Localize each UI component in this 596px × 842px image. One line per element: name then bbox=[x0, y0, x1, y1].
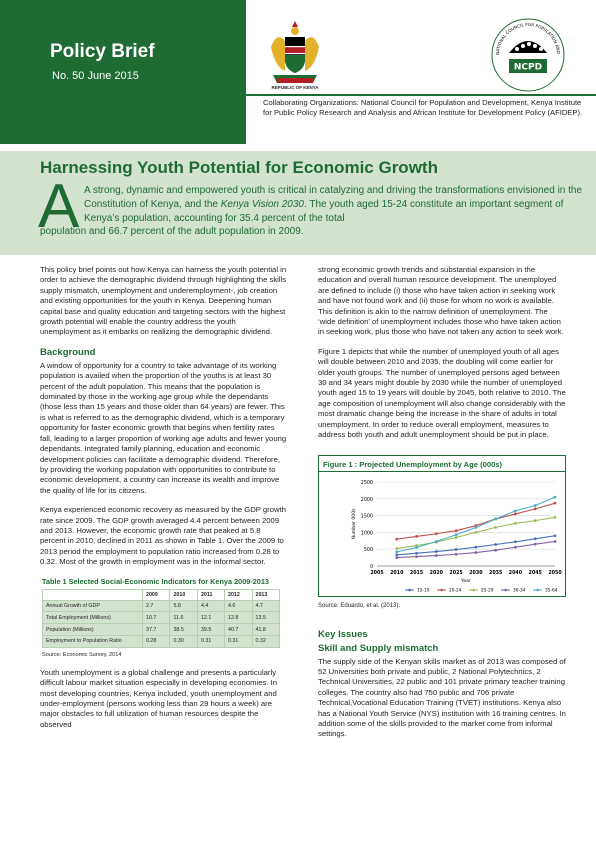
chart-legend-marker bbox=[440, 588, 443, 591]
chart-x-tick-label: 2010 bbox=[390, 570, 404, 576]
chart-data-point bbox=[494, 525, 497, 528]
table-title: Table 1 Selected Social-Economic Indicators for Kenya 2009-2013 bbox=[42, 576, 269, 586]
ncpd-logo-text: NCPD bbox=[513, 62, 543, 73]
figure-title: Figure 1 : Projected Unemployment by Age (000s) bbox=[323, 459, 503, 469]
table-cell: 2.7 bbox=[143, 600, 170, 612]
table-row bbox=[43, 600, 280, 612]
chart-y-axis-label: Number 000s bbox=[352, 507, 357, 540]
chart-data-point bbox=[534, 542, 537, 545]
chart-data-point bbox=[514, 512, 517, 515]
table-cell: 11.6 bbox=[170, 612, 197, 624]
table-row-label: Population (Millions) bbox=[43, 624, 143, 636]
table-header-row bbox=[43, 589, 280, 600]
skills-supply-paragraph: The supply side of the Kenyan skills market as of 2013 was composed of 52 Universities both private and public, 2 National Polytechnics, 2 Technical Universities, 22 public and 101 private primary teacher training colleges. The country also had 750 public and 706 private Technical,Vocational Education Training (TVET) institutions. Kenya also has a National Youth Service (NYS) institution with 16 training centres. In addition some of the skills provided to the market come from informal settings. bbox=[318, 656, 566, 739]
issue-number: No. 50 June 2015 bbox=[52, 70, 139, 82]
figure-1-box bbox=[318, 455, 566, 597]
chart-data-point bbox=[474, 531, 477, 534]
chart-x-tick-label: 2020 bbox=[429, 570, 444, 576]
chart-data-point bbox=[435, 550, 438, 553]
lead-text-2: . The youth aged 15-24 constitute an important segment of Kenya’s population, accounting for 35.4 percent of the total bbox=[84, 198, 564, 224]
chart-x-tick-label: 2005 bbox=[370, 570, 384, 576]
chart-legend-marker bbox=[472, 588, 475, 591]
chart-x-tick-label: 2035 bbox=[488, 570, 503, 576]
table-year-header: 2013 bbox=[252, 589, 280, 600]
right-column bbox=[318, 265, 566, 749]
chart-data-point bbox=[415, 551, 418, 554]
lead-paragraph-end: population and 66.7 percent of the adult population in 2009. bbox=[40, 226, 304, 237]
chart-data-point bbox=[514, 540, 517, 543]
table-row bbox=[43, 612, 280, 624]
chart-data-point bbox=[554, 515, 557, 518]
chart-series-line bbox=[397, 541, 555, 557]
series-title: Policy Brief bbox=[50, 41, 155, 62]
table-cell: 38.5 bbox=[170, 624, 197, 636]
chart-x-axis-label: Year bbox=[461, 578, 471, 584]
table-cell: 5.8 bbox=[170, 600, 197, 612]
chart-y-tick-label: 500 bbox=[363, 547, 373, 553]
figure-source: Source: Eduardo, et al. (2013). bbox=[318, 602, 401, 609]
intro-paragraph: This policy brief points out how Kenya can harness the youth potential in order to achieve the demographic dividend through highlighting the skills supply mismatch, unemployment and underemployment-, job creation and existing opportunities for the youth in Kenya. Deepening human capital base and quality education and targeting sectors with the highest growth potential will enable the country address the youth unemployment as it embarks on realizing the demographic dividend. bbox=[40, 265, 287, 337]
chart-legend-label: 35-64 bbox=[545, 588, 558, 594]
figure-discussion-paragraph: Figure 1 depicts that while the number of unemployed youth of all ages will double between 2010 and 2035, the doubling will come earlier for older youth groups. The number of unemployed persons aged between 30 and 34 years might double by 2030 while the number of unemployed youth aged 15 to 19 years will double by 2045, both relative to 2010. The age composition of unemployment will also change considerably with the most dramatic change being the increase in the share of adults in total unemployment. In order to reduce overall employment, measures to address both youth and adult unemployment should be put in place. bbox=[318, 346, 566, 440]
chart-x-tick-label: 2050 bbox=[548, 570, 562, 576]
chart-legend-label: 15-19 bbox=[417, 588, 430, 594]
chart-data-point bbox=[554, 495, 557, 498]
chart-data-point bbox=[554, 534, 557, 537]
background-heading: Background bbox=[40, 346, 96, 358]
table-cell: 39.5 bbox=[197, 624, 224, 636]
chart-x-tick-label: 2030 bbox=[469, 570, 483, 576]
table-cell: 12.1 bbox=[197, 612, 224, 624]
chart-data-point bbox=[395, 553, 398, 556]
table-cell: 0.31 bbox=[225, 635, 252, 647]
lead-text-1: A strong, dynamic and empowered youth is critical in catalyzing and driving the transformations envisioned in the Constitution of Kenya, and the bbox=[84, 185, 583, 210]
chart-legend-marker bbox=[504, 588, 507, 591]
chart-data-point bbox=[514, 545, 517, 548]
table-year-header: 2011 bbox=[197, 589, 224, 600]
chart-x-tick-label: 2040 bbox=[508, 570, 523, 576]
drop-cap: A bbox=[38, 172, 80, 241]
chart-y-tick-label: 1500 bbox=[360, 514, 373, 520]
skills-mismatch-heading: Skill and Supply mismatch bbox=[318, 642, 439, 654]
table-row-label: Employment to Population Ratio bbox=[43, 635, 143, 647]
chart-data-point bbox=[435, 540, 438, 543]
policy-brief-box bbox=[0, 0, 246, 144]
chart-data-point bbox=[474, 551, 477, 554]
table-row-label: Annual Growth of GDP bbox=[43, 600, 143, 612]
chart-data-point bbox=[534, 507, 537, 510]
table-row bbox=[43, 624, 280, 636]
table-cell: 41.8 bbox=[252, 624, 280, 636]
chart-data-point bbox=[455, 529, 458, 532]
chart-data-point bbox=[534, 504, 537, 507]
chart-data-point bbox=[395, 547, 398, 550]
table-year-header: 2012 bbox=[225, 589, 252, 600]
table-cell: 4.7 bbox=[252, 600, 280, 612]
chart-data-point bbox=[554, 540, 557, 543]
chart-data-point bbox=[435, 554, 438, 557]
chart-y-tick-label: 1000 bbox=[360, 530, 373, 536]
unemployment-definition-paragraph: strong economic growth trends and substantial expansion in the education and overall human resource development. The unemployed are defined to include (i) those who have taken action in seeking work and have not found work and (ii) those for whom no work is available. This definition is akin to the narrow definition of unemployment. The ‘wide definition’ of unemployment includes those who have taken action in seeking work, plus those who have not taken any action to seek work. bbox=[318, 265, 564, 337]
chart-y-tick-label: 2000 bbox=[360, 497, 373, 503]
chart-data-point bbox=[395, 550, 398, 553]
ncpd-logo bbox=[489, 13, 567, 93]
chart-data-point bbox=[455, 536, 458, 539]
table-source: Source: Economic Survey, 2014 bbox=[42, 651, 122, 658]
chart-data-point bbox=[534, 537, 537, 540]
table-cell: 0.28 bbox=[143, 635, 170, 647]
table-cell: 4.6 bbox=[225, 600, 252, 612]
table-year-header: 2009 bbox=[143, 589, 170, 600]
key-issues-heading: Key Issues bbox=[318, 628, 368, 640]
left-column bbox=[40, 265, 288, 739]
table-year-header: 2010 bbox=[170, 589, 197, 600]
chart-legend-label: 25-29 bbox=[481, 588, 494, 594]
table-cell: 12.8 bbox=[225, 612, 252, 624]
table-row-label: Total Employment (Millions) bbox=[43, 612, 143, 624]
kenya-coat-of-arms-logo bbox=[263, 17, 327, 91]
chart-data-point bbox=[494, 543, 497, 546]
chart-data-point bbox=[435, 532, 438, 535]
table-header-blank bbox=[43, 589, 143, 600]
table-cell: 4.4 bbox=[197, 600, 224, 612]
chart-legend-marker bbox=[408, 588, 411, 591]
unemployment-line-chart bbox=[319, 472, 565, 596]
chart-x-tick-label: 2025 bbox=[449, 570, 463, 576]
chart-x-tick-label: 2015 bbox=[409, 570, 424, 576]
chart-data-point bbox=[455, 533, 458, 536]
chart-data-point bbox=[554, 501, 557, 504]
table-row bbox=[43, 635, 280, 647]
lead-paragraph bbox=[84, 184, 584, 225]
table-cell: 0.31 bbox=[197, 635, 224, 647]
background-paragraph-2: Kenya experienced economic recovery as measured by the GDP growth rate since 2009. The GDP growth averaged 4.4 percent between 2009 and 2013. However, the economic growth rate that peaked at 5.8 percent in 2010, declined in 2011 as shown in Table 1. Over the 2009 to 2013 period the employment to population ratio increased from 0.28 to 0.32. Most of the growth in employment was in the informal sector. bbox=[40, 505, 286, 567]
chart-data-point bbox=[474, 545, 477, 548]
page-title: Harnessing Youth Potential for Economic Growth bbox=[40, 158, 438, 177]
chart-data-point bbox=[494, 517, 497, 520]
ncpd-ring-text: NATIONAL COUNCIL FOR POPULATION AND bbox=[494, 21, 562, 56]
chart-legend-label: 30-34 bbox=[513, 588, 526, 594]
chart-data-point bbox=[395, 556, 398, 559]
table-cell: 0.32 bbox=[252, 635, 280, 647]
table-cell: 40.7 bbox=[225, 624, 252, 636]
header-rule bbox=[246, 94, 596, 96]
chart-data-point bbox=[494, 548, 497, 551]
chart-data-point bbox=[514, 521, 517, 524]
chart-x-tick-label: 2045 bbox=[528, 570, 542, 576]
table-cell: 10.7 bbox=[143, 612, 170, 624]
table-cell: 0.30 bbox=[170, 635, 197, 647]
chart-data-point bbox=[534, 519, 537, 522]
collaborating-organizations: Collaborating Organizations: National Council for Population and Development, Kenya Institute for Public Policy Research and Analysis and African Institute for Development Policy (AFIDEP). bbox=[263, 98, 583, 117]
chart-data-point bbox=[474, 525, 477, 528]
background-paragraph-1: A window of opportunity for a country to take advantage of its working population is availed when the proportion of the youths is at least 30 percent of the adult population. This means that the population is dominated by those in the working age group while the dependants (those less than 15 years and those older than 64 years) are fewer. This is what is referred to as the demographic dividend, which is a temporary opportunity for faster economic growth that begins when fertility rates fall, leading to a larger proportion of working age adults and fewer young dependants. Integrated family planning, education and economic development policies can facilitate a demographic dividend. Therefore, by providing the working population with opportunities to contribute to economic development, a country can increase its wealth and improve the quality of life for its citizens. bbox=[40, 360, 287, 495]
chart-data-point bbox=[455, 552, 458, 555]
chart-legend-label: 20-24 bbox=[449, 588, 462, 594]
chart-y-tick-label: 0 bbox=[369, 564, 373, 570]
chart-y-tick-label: 2500 bbox=[360, 480, 373, 486]
chart-data-point bbox=[415, 555, 418, 558]
chart-data-point bbox=[395, 537, 398, 540]
chart-data-point bbox=[415, 546, 418, 549]
lead-vision-title: Kenya Vision 2030 bbox=[220, 198, 304, 210]
chart-data-point bbox=[455, 548, 458, 551]
chart-data-point bbox=[514, 509, 517, 512]
background-paragraph-3: Youth unemployment is a global challenge and presents a particularly difficult labour market situation especially in developing economies. In most developing countries, Kenya included, youth unemployment and under-employment (persons working less than 29 hours a week) are major obstacles to full utilization of human resources despite the observed bbox=[40, 667, 278, 729]
chart-data-point bbox=[415, 535, 418, 538]
table-cell: 13.5 bbox=[252, 612, 280, 624]
indicators-table bbox=[42, 589, 280, 648]
kenya-logo-caption: REPUBLIC OF KENYA bbox=[271, 85, 319, 90]
table-cell: 37.7 bbox=[143, 624, 170, 636]
chart-legend-marker bbox=[536, 588, 539, 591]
